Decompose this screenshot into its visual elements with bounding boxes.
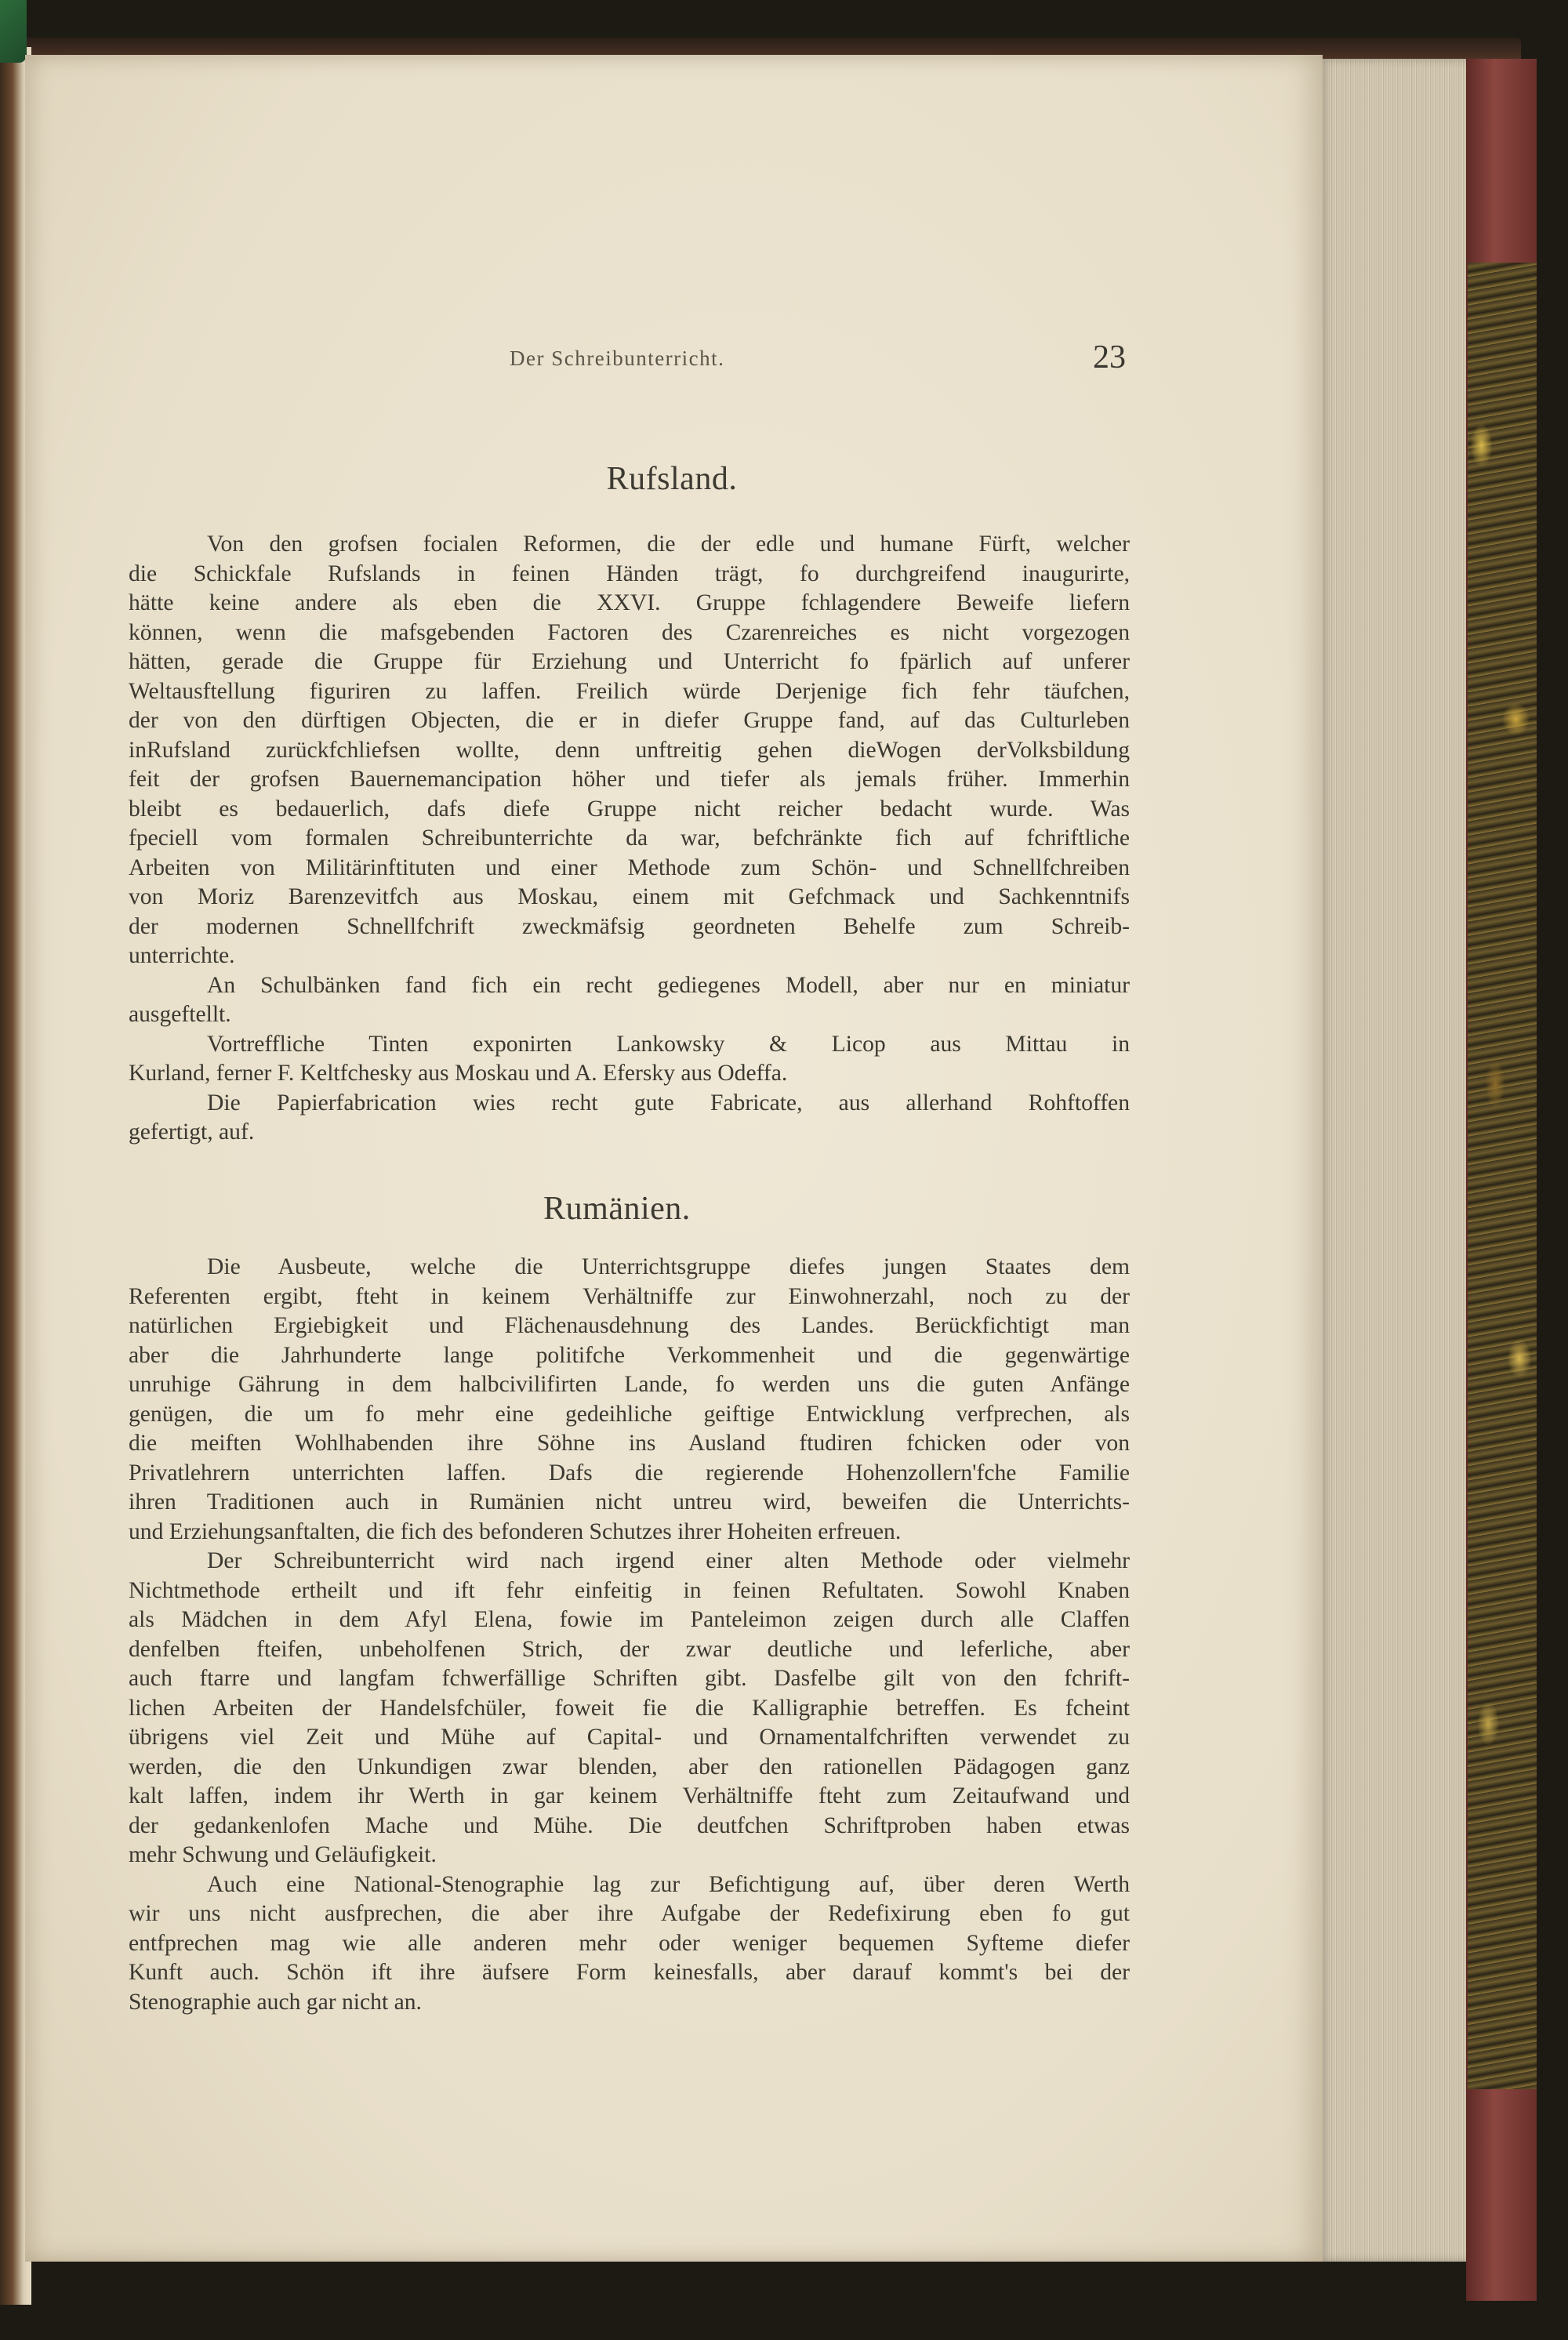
text-line: hätte keine andere als eben die XXVI. Gruppe fchlagendere Beweife liefern [129, 590, 1130, 615]
text-line: fpeciell vom formalen Schreibunterrichte da war, befchränkte fich auf fchriftliche [129, 825, 1130, 851]
text-line: feit der grofsen Bauernemancipation höher und tiefer als jemals früher. Immerhin [129, 767, 1130, 792]
text-line: Kurland, ferner F. Keltfchesky aus Moskau und A. Efersky aus Odeffa. [129, 1061, 788, 1086]
bookmark-ribbon [0, 0, 27, 63]
text-line: entfprechen mag wie alle anderen mehr oder weniger bequemen Syfteme diefer [129, 1930, 1130, 1956]
text-line: kalt laffen, indem ihr Werth in gar keinem Verhältniffe fteht zum Zeitaufwand und [129, 1783, 1130, 1809]
text-line: Die Ausbeute, welche die Unterrichtsgruppe diefes jungen Staates dem [207, 1254, 1130, 1279]
paragraph [129, 1870, 1130, 2018]
paragraph [129, 530, 1130, 971]
text-line: ausgeftellt. [129, 1002, 231, 1027]
text-line: übrigens viel Zeit und Mühe auf Capital- und Ornamentalfchriften verwendet zu [129, 1725, 1130, 1750]
paragraph [129, 971, 1130, 1030]
text-line: unterrichte. [129, 943, 235, 968]
text-line: Der Schreibunterricht wird nach irgend einer alten Methode oder vielmehr [207, 1548, 1130, 1573]
book-page [25, 55, 1323, 2262]
text-line: von Moriz Barenzevitfch aus Moskau, einem mit Gefchmack und Sachkenntnifs [129, 884, 1130, 909]
text-line: Auch eine National-Stenographie lag zur Befichtigung auf, über deren Werth [207, 1871, 1130, 1897]
text-line: Kunft auch. Schön ift ihre äufsere Form keinesfalls, aber darauf kommt's bei der [129, 1960, 1130, 1985]
section-body-rumaenien [129, 1253, 1130, 2017]
text-line: unruhige Gährung in dem halbcivilifirten Lande, fo werden uns die guten Anfänge [129, 1372, 1130, 1397]
text-line: Referenten ergibt, fteht in keinem Verhältniffe zur Einwohnerzahl, noch zu der [129, 1283, 1130, 1309]
text-line: Stenographie auch gar nicht an. [129, 1989, 422, 2015]
text-line: der von den dürftigen Objecten, die er in diefer Gruppe fand, auf das Culturleben [129, 708, 1130, 733]
section-title-rumaenien: Rumänien. [543, 1191, 691, 1227]
text-line: gefertigt, auf. [129, 1119, 255, 1145]
paragraph [129, 1030, 1130, 1089]
text-line: Arbeiten von Militärinftituten und einer Methode zum Schön- und Schnellfchreiben [129, 854, 1130, 880]
text-line: als Mädchen in dem Afyl Elena, fowie im Panteleimon zeigen durch alle Claffen [129, 1607, 1130, 1632]
page-edges [1317, 59, 1470, 2262]
text-line: genügen, die um fo mehr eine gedeihliche geiftige Entwicklung verfprechen, als [129, 1401, 1130, 1427]
text-line: und Erziehungsanftalten, die fich des befonderen Schutzes ihrer Hoheiten erfreuen. [129, 1518, 902, 1544]
paragraph [129, 1253, 1130, 1547]
text-line: können, wenn die mafsgebenden Factoren des Czarenreiches es nicht vorgezogen [129, 619, 1130, 645]
section-body-russland [129, 530, 1130, 1148]
text-line: Nichtmethode ertheilt und ift fehr einfeitig in feinen Refultaten. Sowohl Knaben [129, 1577, 1130, 1603]
text-line: werden, die den Unkundigen zwar blenden, aber den rationellen Pädagogen ganz [129, 1754, 1130, 1779]
text-line: ihren Traditionen auch in Rumänien nicht untreu wird, beweifen die Unterrichts- [129, 1489, 1130, 1515]
text-line: aber die Jahrhunderte lange politifche Verkommenheit und die gegenwärtige [129, 1342, 1130, 1368]
text-line: Privatlehrern unterrichten laffen. Dafs die regierende Hohenzollern'fche Familie [129, 1460, 1130, 1486]
text-line: Weltausftellung figuriren zu laffen. Freilich würde Derjenige fich fehr täufchen, [129, 678, 1130, 704]
marbled-cover-paper [1468, 263, 1537, 2089]
text-line: lichen Arbeiten der Handelsfchüler, foweit fie die Kalligraphie betreffen. Es fcheint [129, 1695, 1130, 1721]
page-number: 23 [1093, 339, 1126, 375]
paragraph [129, 1089, 1130, 1148]
text-line: Die Papierfabrication wies recht gute Fabricate, aus allerhand Rohftoffen [207, 1090, 1130, 1116]
text-line: Von den grofsen focialen Reformen, die der edle und humane Fürft, welcher [207, 531, 1130, 557]
text-line: der gedankenlofen Mache und Mühe. Die deutfchen Schriftproben haben etwas [129, 1812, 1130, 1838]
paragraph [129, 1547, 1130, 1870]
section-title-russland: Rufsland. [606, 461, 738, 497]
text-line: wir uns nicht ausfprechen, die aber ihre Aufgabe der Redefixirung eben fo gut [129, 1901, 1130, 1926]
text-line: mehr Schwung und Geläufigkeit. [129, 1842, 437, 1867]
text-line: An Schulbänken fand fich ein recht gediegenes Modell, aber nur en miniatur [207, 972, 1130, 998]
text-line: der modernen Schnellfchrift zweckmäfsig geordneten Behelfe zum Schreib- [129, 913, 1130, 939]
text-line: denfelben fteifen, unbeholfenen Strich, der zwar deutliche und leferliche, aber [129, 1636, 1130, 1662]
text-line: bleibt es bedauerlich, dafs diefe Gruppe nicht reicher bedacht wurde. Was [129, 796, 1130, 822]
text-line: hätten, gerade die Gruppe für Erziehung und Unterricht fo fpärlich auf unferer [129, 649, 1130, 674]
text-line: inRufsland zurückfchliefsen wollte, denn unftreitig gehen dieWogen derVolksbildung [129, 737, 1130, 763]
running-head: Der Schreibunterricht. [510, 346, 725, 370]
text-line: Vortreffliche Tinten exponirten Lankowsky & Licop aus Mittau in [207, 1031, 1130, 1057]
text-line: natürlichen Ergiebigkeit und Flächenausdehnung des Landes. Berückfichtigt man [129, 1313, 1130, 1338]
text-line: die meiften Wohlhabenden ihre Söhne ins Ausland ftudiren fchicken oder von [129, 1431, 1130, 1456]
text-line: die Schickfale Rufslands in feinen Händen trägt, fo durchgreifend inaugurirte, [129, 561, 1130, 586]
text-line: auch ftarre und langfam fchwerfällige Schriften gibt. Dasfelbe gilt von den fchrift- [129, 1666, 1130, 1691]
